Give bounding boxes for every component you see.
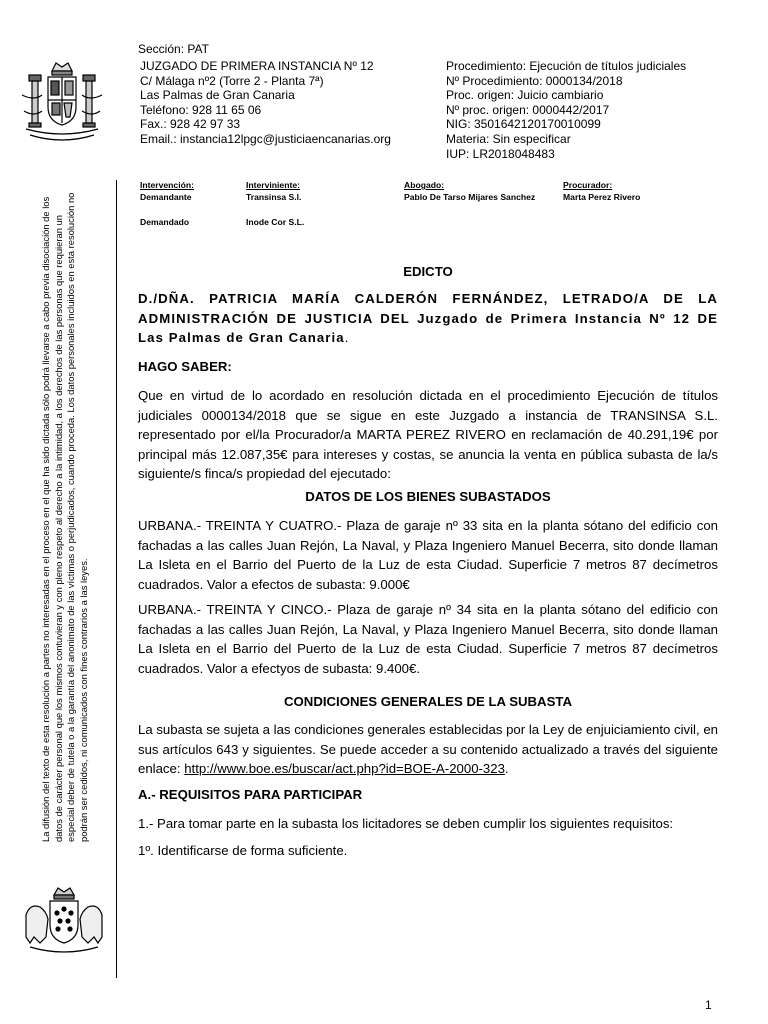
margin-vertical-rule bbox=[116, 180, 117, 978]
procedure-info-block bbox=[446, 59, 686, 161]
court-street: C/ Málaga nº2 (Torre 2 - Planta 7ª) bbox=[140, 73, 324, 88]
party-role: Demandante bbox=[140, 192, 192, 202]
court-city: Las Palmas de Gran Canaria bbox=[140, 88, 295, 103]
condiciones-heading: CONDICIONES GENERALES DE LA SUBASTA bbox=[284, 694, 572, 709]
condiciones-paragraph bbox=[138, 720, 718, 779]
court-phone: Teléfono: 928 11 65 06 bbox=[140, 102, 262, 117]
section-label: Sección: PAT bbox=[138, 42, 209, 56]
requisito-1: 1.- Para tomar parte en la subasta los licitadores se deben cumplir los siguientes requisitos: bbox=[138, 816, 674, 831]
intro-period: . bbox=[344, 330, 350, 345]
edicto-intro bbox=[138, 289, 718, 348]
party-procurador: Marta Perez Rivero bbox=[563, 192, 641, 202]
spain-coat-of-arms-emblem bbox=[12, 55, 112, 150]
procedure-type: Procedimiento: Ejecución de títulos judiciales bbox=[446, 59, 687, 73]
requisito-identificarse: 1º. Identificarse de forma suficiente. bbox=[138, 843, 348, 858]
page-number: 1 bbox=[705, 998, 712, 1012]
parties-header-intervencion: Intervención: bbox=[140, 180, 194, 190]
requisitos-heading: A.- REQUISITOS PARA PARTICIPAR bbox=[138, 787, 363, 802]
datos-bienes-heading: DATOS DE LOS BIENES SUBASTADOS bbox=[305, 489, 551, 504]
parties-header-interviniente: Interviniente: bbox=[246, 180, 300, 190]
party-name: Inode Cor S.L. bbox=[246, 217, 305, 227]
intro-heading-text: D./DÑA. PATRICIA MARÍA CALDERÓN FERNÁNDEZ, LETRADO/A DE LA ADMINISTRACIÓN DE JUSTICIA DEL Juzgado de Primera Instancia Nº 12 DE Las Palmas de Gran Canaria bbox=[138, 291, 718, 345]
court-fax: Fax.: 928 42 97 33 bbox=[140, 117, 241, 132]
condiciones-end: . bbox=[504, 761, 509, 776]
property-urbana-34: URBANA.- TREINTA Y CUATRO.- Plaza de garaje nº 33 sita en la planta sótano del edificio con fachadas a las calles Juan Rejón, La Naval, y Plaza Ingeniero Manuel Becerra, sito donde llaman La Isleta en el Barrio del Puerto de la Luz de esta Ciudad. Superficie 7 metros 87 decímetros cuadrados. Valor a efectos de subasta: 9.000€ bbox=[138, 518, 718, 592]
hago-saber-heading: HAGO SABER: bbox=[138, 359, 232, 374]
court-name: JUZGADO DE PRIMERA INSTANCIA Nº 12 bbox=[140, 59, 374, 73]
iup-number: IUP: LR2018048483 bbox=[446, 146, 555, 161]
origin-procedure-number: Nº proc. origen: 0000442/2017 bbox=[446, 102, 610, 117]
condiciones-text: La subasta se sujeta a las condiciones generales establecidas por la Ley de enjuiciamiento civil, en sus artículos 643 y siguientes. Se puede acceder a su contenido actualizado a través del siguiente enlace: bbox=[138, 722, 718, 776]
paragraph-intro-resolution: Que en virtud de lo acordado en resolución dictada en el procedimiento Ejecución de títulos judiciales 0000134/2018 que se sigue en este Juzgado a instancia de TRANSINSA S.L. representado por el/la Procurador/a MARTA PEREZ RIVERO en reclamación de 40.291,19€ por principal más 12.087,35€ para intereses y costas, se anuncia la venta en pública subasta de la/s siguiente/s finca/s propiedad del ejecutado: bbox=[138, 388, 718, 481]
court-email: Email.: instancia12lpgc@justiciaencanarias.org bbox=[140, 131, 391, 146]
origin-procedure: Proc. origen: Juicio cambiario bbox=[446, 88, 604, 103]
boe-link[interactable]: http://www.boe.es/buscar/act.php?id=BOE-A-2000-323 bbox=[184, 761, 505, 776]
party-lawyer: Pablo De Tarso Mijares Sanchez bbox=[404, 192, 536, 202]
subject-matter: Materia: Sin especificar bbox=[446, 131, 571, 146]
nig-number: NIG: 3501642120170010099 bbox=[446, 117, 601, 132]
party-role: Demandado bbox=[140, 217, 190, 227]
procedure-number: Nº Procedimiento: 0000134/2018 bbox=[446, 73, 623, 88]
property-urbana-35: URBANA.- TREINTA Y CINCO.- Plaza de garaje nº 34 sita en la planta sótano del edificio con fachadas a las calles Juan Rejón, La Naval, y Plaza Ingeniero Manuel Becerra, sito donde llaman La Isleta en el Barrio del Puerto de la Luz de esta Ciudad. Superficie 7 metros 87 decímetros cuadrados. Valor a efectyos de subasta: 9.400€. bbox=[138, 602, 718, 676]
court-address-block bbox=[140, 59, 391, 147]
data-protection-side-notice: La difusión del texto de esta resolución a partes no interesadas en el proceso en el que ha sido dictada sólo podrá llevarse a cabo previa disociación de los datos de carácter personal que los mismos contuvieran y con pleno respeto al derecho a la intimidad, a los derechos de las personas que requieran un especial deber de tutela o a la garantía del anonimato de las víctimas o perjudicados, cuando proceda. Los datos personales incluidos en esta resolución no podrán ser cedidos, ni comunicados con fines contrarios a las leyes. bbox=[40, 192, 89, 842]
parties-header-procurador: Procurador: bbox=[563, 180, 613, 190]
canarias-coat-of-arms-emblem bbox=[20, 885, 108, 957]
parties-header-abogado: Abogado: bbox=[404, 180, 445, 190]
edicto-title: EDICTO bbox=[403, 264, 453, 279]
party-name: Transinsa S.l. bbox=[246, 192, 302, 202]
